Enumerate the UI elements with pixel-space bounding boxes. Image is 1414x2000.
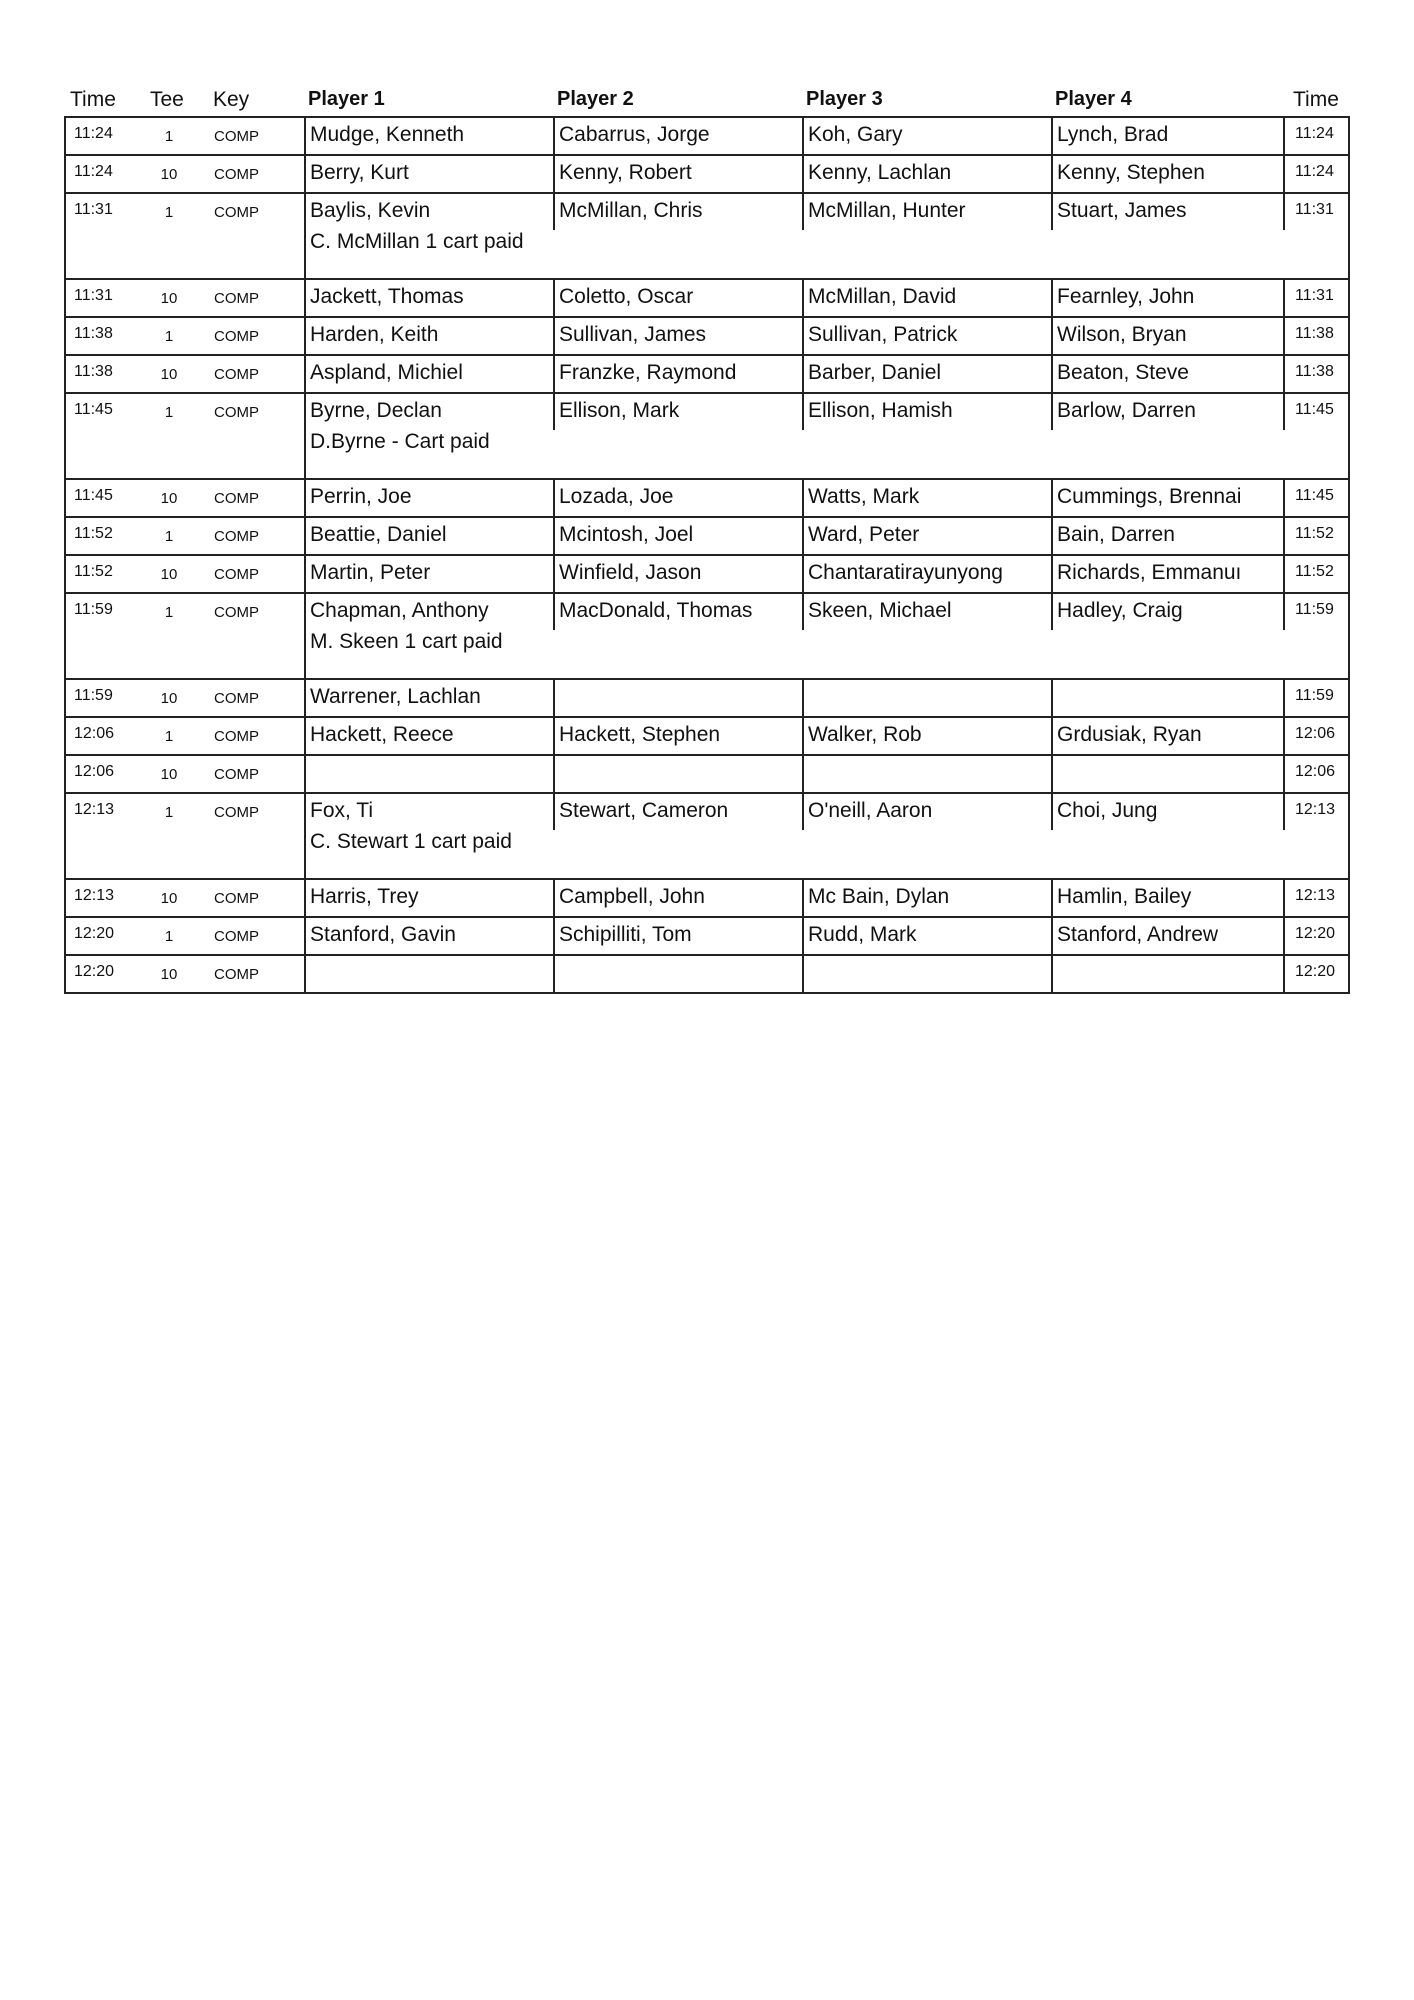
- player-3-name: Kenny, Lachlan: [802, 156, 1051, 192]
- player-1-name: Berry, Kurt: [310, 161, 409, 184]
- player-1-cell: [304, 118, 553, 154]
- player-3-name: Watts, Mark: [802, 480, 1051, 516]
- header-player-2: Player 2: [557, 88, 634, 110]
- player-3-name: Koh, Gary: [802, 118, 1051, 154]
- tee-number: 10: [160, 566, 178, 583]
- player-2-name: Cabarrus, Jorge: [553, 118, 802, 154]
- tee-number: 1: [164, 804, 174, 821]
- player-3-name: Chantaratirayunyong: [802, 556, 1051, 592]
- player-1-cell: [304, 518, 553, 554]
- tee-number: 1: [164, 328, 174, 345]
- cart-note: D.Byrne - Cart paid: [310, 430, 490, 453]
- player-1-cell: [304, 556, 553, 592]
- player-3-name: Skeen, Michael: [802, 594, 1051, 630]
- tee-number: 1: [164, 728, 174, 745]
- player-3-name: [802, 680, 1051, 716]
- player-1-cell: [304, 394, 553, 478]
- tee-time: 12:20: [74, 963, 115, 980]
- table-row: [66, 594, 1348, 680]
- player-1-name: Aspland, Michiel: [310, 361, 463, 384]
- competition-key: COMP: [214, 890, 259, 907]
- tee-time-right: 12:13: [1283, 794, 1352, 830]
- player-4-name: [1051, 756, 1283, 792]
- player-2-name: Schipilliti, Tom: [553, 918, 802, 954]
- competition-key: COMP: [214, 966, 259, 983]
- header-player-4: Player 4: [1055, 88, 1132, 110]
- player-4-name: Stanford, Andrew: [1051, 918, 1283, 954]
- player-2-name: Hackett, Stephen: [553, 718, 802, 754]
- table-row: [66, 718, 1348, 756]
- tee-number: 10: [160, 166, 178, 183]
- player-3-name: Ward, Peter: [802, 518, 1051, 554]
- tee-time-right: 11:31: [1283, 280, 1352, 316]
- player-2-name: Winfield, Jason: [553, 556, 802, 592]
- player-3-name: Barber, Daniel: [802, 356, 1051, 392]
- competition-key: COMP: [214, 804, 259, 821]
- table-row: [66, 118, 1348, 156]
- competition-key: COMP: [214, 604, 259, 621]
- player-4-name: Bain, Darren: [1051, 518, 1283, 554]
- player-1-name: Stanford, Gavin: [310, 923, 456, 946]
- tee-time: 11:45: [74, 487, 113, 504]
- tee-time: 11:52: [74, 563, 113, 580]
- tee-number: 10: [160, 690, 178, 707]
- table-row: [66, 956, 1348, 994]
- player-2-name: MacDonald, Thomas: [553, 594, 802, 630]
- player-1-name: Hackett, Reece: [310, 723, 454, 746]
- tee-time-right: 11:45: [1283, 480, 1352, 516]
- table-row: [66, 318, 1348, 356]
- table-row: [66, 394, 1348, 480]
- player-3-name: Sullivan, Patrick: [802, 318, 1051, 354]
- player-1-name: Warrener, Lachlan: [310, 685, 481, 708]
- player-1-cell: [304, 594, 553, 678]
- player-1-name: Mudge, Kenneth: [310, 123, 465, 146]
- competition-key: COMP: [214, 490, 259, 507]
- competition-key: COMP: [214, 204, 259, 221]
- player-4-name: Grdusiak, Ryan: [1051, 718, 1283, 754]
- player-4-name: Cummings, Brennai: [1051, 480, 1283, 516]
- player-4-name: Kenny, Stephen: [1051, 156, 1283, 192]
- player-1-name: Harden, Keith: [310, 323, 439, 346]
- tee-time-right: 11:31: [1283, 194, 1352, 230]
- tee-number: 10: [160, 490, 178, 507]
- tee-time: 11:38: [74, 363, 113, 380]
- player-2-name: Sullivan, James: [553, 318, 802, 354]
- competition-key: COMP: [214, 766, 259, 783]
- tee-time: 12:13: [74, 801, 115, 818]
- player-1-cell: [304, 194, 553, 278]
- tee-time-table: [64, 116, 1350, 994]
- tee-time-right: 12:06: [1283, 718, 1352, 754]
- header-key: Key: [213, 88, 250, 111]
- player-1-cell: [304, 356, 553, 392]
- player-4-name: Stuart, James: [1051, 194, 1283, 230]
- tee-time-right: 11:59: [1283, 680, 1352, 716]
- player-1-name: Fox, Ti: [310, 799, 374, 822]
- player-3-name: McMillan, Hunter: [802, 194, 1051, 230]
- player-1-name: Byrne, Declan: [310, 399, 442, 422]
- player-4-name: Wilson, Bryan: [1051, 318, 1283, 354]
- player-2-name: Ellison, Mark: [553, 394, 802, 430]
- table-row: [66, 794, 1348, 880]
- player-1-cell: [304, 956, 553, 992]
- tee-time-right: 11:24: [1283, 118, 1352, 154]
- player-4-name: Richards, Emmanuı: [1051, 556, 1283, 592]
- player-2-name: Mcintosh, Joel: [553, 518, 802, 554]
- player-2-name: Kenny, Robert: [553, 156, 802, 192]
- tee-number: 10: [160, 890, 178, 907]
- tee-number: 1: [164, 204, 174, 221]
- tee-time-right: 11:59: [1283, 594, 1352, 630]
- player-1-name: Martin, Peter: [310, 561, 431, 584]
- table-row: [66, 518, 1348, 556]
- player-3-name: Rudd, Mark: [802, 918, 1051, 954]
- player-3-name: McMillan, David: [802, 280, 1051, 316]
- player-1-cell: [304, 880, 553, 916]
- player-1-cell: [304, 318, 553, 354]
- header-player-1: Player 1: [308, 88, 385, 110]
- competition-key: COMP: [214, 566, 259, 583]
- header-time-right: Time: [1293, 88, 1339, 111]
- table-row: [66, 280, 1348, 318]
- tee-time-right: 11:52: [1283, 556, 1352, 592]
- competition-key: COMP: [214, 928, 259, 945]
- table-row: [66, 356, 1348, 394]
- player-1-cell: [304, 794, 553, 878]
- tee-time: 11:31: [74, 287, 113, 304]
- tee-number: 1: [164, 528, 174, 545]
- table-row: [66, 556, 1348, 594]
- table-row: [66, 756, 1348, 794]
- player-1-name: Chapman, Anthony: [310, 599, 489, 622]
- tee-number: 1: [164, 128, 174, 145]
- player-2-name: McMillan, Chris: [553, 194, 802, 230]
- player-1-cell: [304, 918, 553, 954]
- tee-time: 12:06: [74, 763, 115, 780]
- header-time: Time: [70, 88, 116, 111]
- competition-key: COMP: [214, 166, 259, 183]
- player-3-name: [802, 956, 1051, 992]
- cart-note: C. Stewart 1 cart paid: [310, 830, 512, 853]
- cart-note: C. McMillan 1 cart paid: [310, 230, 524, 253]
- tee-time: 11:24: [74, 163, 113, 180]
- player-4-name: Beaton, Steve: [1051, 356, 1283, 392]
- player-4-name: Choi, Jung: [1051, 794, 1283, 830]
- tee-number: 1: [164, 604, 174, 621]
- table-row: [66, 680, 1348, 718]
- tee-time-right: 12:20: [1283, 956, 1352, 992]
- player-2-name: Stewart, Cameron: [553, 794, 802, 830]
- competition-key: COMP: [214, 366, 259, 383]
- tee-number: 10: [160, 290, 178, 307]
- player-3-name: Mc Bain, Dylan: [802, 880, 1051, 916]
- player-1-name: Beattie, Daniel: [310, 523, 447, 546]
- player-1-name: Jackett, Thomas: [310, 285, 464, 308]
- competition-key: COMP: [214, 404, 259, 421]
- player-2-name: [553, 680, 802, 716]
- tee-time-right: 11:38: [1283, 318, 1352, 354]
- player-1-name: Baylis, Kevin: [310, 199, 431, 222]
- tee-time: 12:13: [74, 887, 115, 904]
- tee-time-right: 11:24: [1283, 156, 1352, 192]
- cart-note: M. Skeen 1 cart paid: [310, 630, 503, 653]
- player-1-cell: [304, 156, 553, 192]
- player-3-name: [802, 756, 1051, 792]
- tee-time-right: 12:06: [1283, 756, 1352, 792]
- tee-number: 10: [160, 766, 178, 783]
- table-row: [66, 156, 1348, 194]
- tee-time-right: 12:20: [1283, 918, 1352, 954]
- tee-number: 10: [160, 366, 178, 383]
- player-4-name: Fearnley, John: [1051, 280, 1283, 316]
- player-2-name: [553, 956, 802, 992]
- header-tee: Tee: [150, 88, 184, 111]
- competition-key: COMP: [214, 290, 259, 307]
- player-2-name: Lozada, Joe: [553, 480, 802, 516]
- player-4-name: Barlow, Darren: [1051, 394, 1283, 430]
- tee-time: 11:38: [74, 325, 113, 342]
- player-3-name: Walker, Rob: [802, 718, 1051, 754]
- player-4-name: [1051, 680, 1283, 716]
- table-row: [66, 194, 1348, 280]
- table-row: [66, 880, 1348, 918]
- competition-key: COMP: [214, 328, 259, 345]
- tee-time: 11:45: [74, 401, 113, 418]
- tee-time: 12:20: [74, 925, 115, 942]
- tee-time: 11:59: [74, 687, 113, 704]
- player-4-name: Hamlin, Bailey: [1051, 880, 1283, 916]
- tee-sheet: [64, 84, 1350, 994]
- player-3-name: Ellison, Hamish: [802, 394, 1051, 430]
- competition-key: COMP: [214, 128, 259, 145]
- tee-time-right: 11:38: [1283, 356, 1352, 392]
- player-1-cell: [304, 718, 553, 754]
- player-2-name: Campbell, John: [553, 880, 802, 916]
- tee-time: 12:06: [74, 725, 115, 742]
- player-1-cell: [304, 280, 553, 316]
- tee-number: 10: [160, 966, 178, 983]
- tee-time: 11:52: [74, 525, 113, 542]
- player-1-cell: [304, 480, 553, 516]
- tee-time-right: 11:52: [1283, 518, 1352, 554]
- tee-time-right: 12:13: [1283, 880, 1352, 916]
- player-4-name: Hadley, Craig: [1051, 594, 1283, 630]
- competition-key: COMP: [214, 528, 259, 545]
- player-1-cell: [304, 680, 553, 716]
- tee-number: 1: [164, 928, 174, 945]
- header-player-3: Player 3: [806, 88, 883, 110]
- tee-time: 11:59: [74, 601, 113, 618]
- tee-number: 1: [164, 404, 174, 421]
- player-1-name: Harris, Trey: [310, 885, 419, 908]
- player-2-name: Coletto, Oscar: [553, 280, 802, 316]
- player-3-name: O'neill, Aaron: [802, 794, 1051, 830]
- tee-time: 11:24: [74, 125, 113, 142]
- column-header: [64, 84, 1350, 116]
- player-2-name: Franzke, Raymond: [553, 356, 802, 392]
- player-4-name: Lynch, Brad: [1051, 118, 1283, 154]
- competition-key: COMP: [214, 728, 259, 745]
- competition-key: COMP: [214, 690, 259, 707]
- player-1-cell: [304, 756, 553, 792]
- tee-time-right: 11:45: [1283, 394, 1352, 430]
- tee-time: 11:31: [74, 201, 113, 218]
- player-2-name: [553, 756, 802, 792]
- player-1-name: Perrin, Joe: [310, 485, 412, 508]
- player-4-name: [1051, 956, 1283, 992]
- table-row: [66, 918, 1348, 956]
- table-row: [66, 480, 1348, 518]
